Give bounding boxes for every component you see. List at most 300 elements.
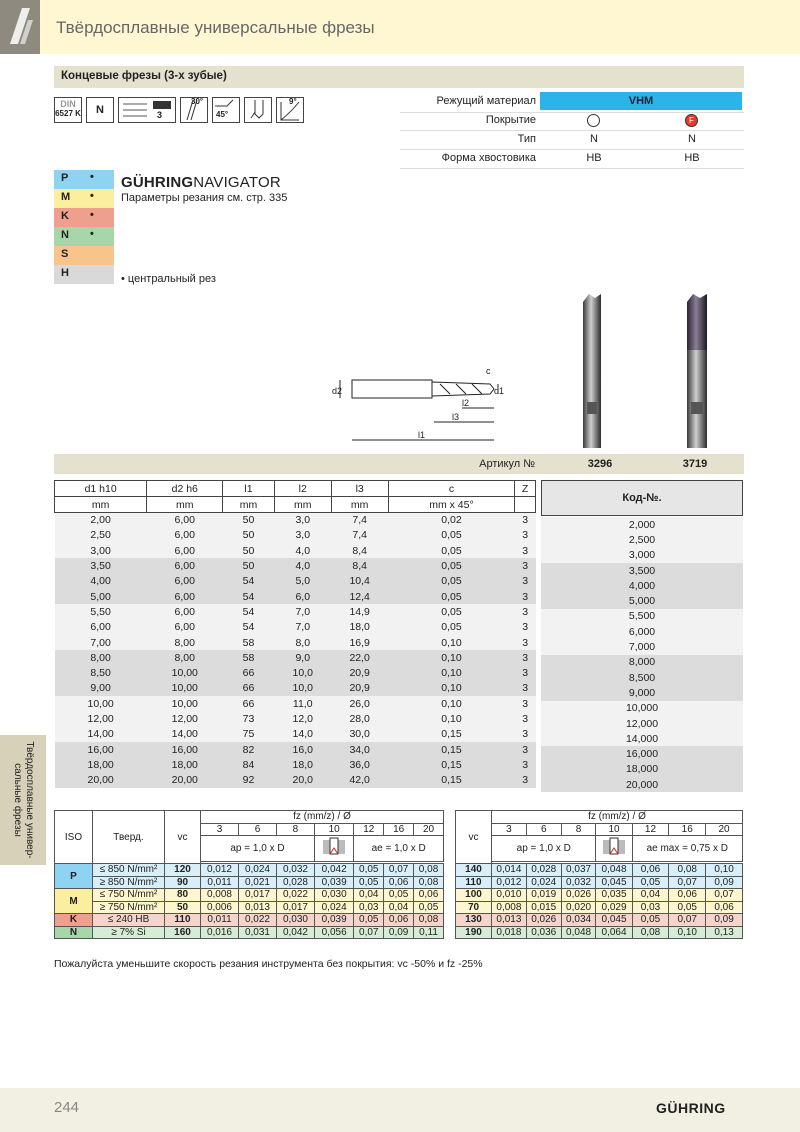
type-label: Тип: [517, 133, 536, 145]
fz-cell: 0,034: [561, 914, 596, 927]
hardness-cell: ≤ 240 HB: [93, 914, 165, 927]
diameter-header: 20: [414, 823, 444, 836]
dims-cell: 6,00: [174, 529, 195, 542]
code-number-cell[interactable]: 18,000: [625, 763, 659, 776]
page-title: Твёрдосплавные универсальные фрезы: [56, 18, 375, 37]
table-row: [55, 665, 536, 680]
dims-header: d1 h10: [55, 481, 147, 497]
dims-cell: 82: [242, 743, 255, 756]
table-row: [55, 696, 536, 711]
code-number-table: [541, 517, 743, 792]
vc-cell: 100: [456, 889, 492, 902]
dims-cell: 0,15: [441, 774, 462, 787]
dims-cell: 54: [242, 590, 255, 603]
dims-header: l3: [331, 481, 388, 497]
tool-technical-drawing: [330, 360, 510, 450]
table-row: [541, 746, 743, 761]
dims-cell: 7,00: [90, 636, 111, 649]
dims-cell: 16,00: [171, 743, 198, 756]
d1-label: d1: [494, 386, 505, 396]
diameter-header: 12: [354, 823, 384, 836]
fz-cell: 0,019: [526, 889, 561, 902]
iso-group-m: [54, 189, 114, 208]
dims-cell: 6,00: [174, 514, 195, 527]
side-chapter-label: Твёрдосплавные универ- сальные фрезы: [12, 741, 35, 859]
table-row: [55, 773, 536, 788]
dims-header: l2: [274, 481, 331, 497]
dims-cell: 3: [522, 697, 529, 710]
vc-cell: 80: [165, 889, 201, 902]
table-row: [55, 620, 536, 635]
fz-cell: 0,017: [238, 889, 276, 902]
fz-cell: 0,05: [354, 914, 384, 927]
code-number-cell[interactable]: 20,000: [625, 778, 659, 791]
dims-cell: 0,10: [441, 682, 462, 695]
fz-cell: 0,08: [414, 876, 444, 889]
cutting-row: [55, 876, 444, 889]
hardness-cell: ≤ 850 N/mm²: [93, 864, 165, 877]
section-title: Концевые фрезы (3-х зубые): [54, 66, 744, 88]
dims-cell: 0,05: [441, 560, 462, 573]
fz-header: fz (mm/z) / Ø: [201, 811, 444, 824]
dims-cell: 16,9: [349, 636, 370, 649]
type-value-1: N: [590, 133, 598, 145]
dims-cell: 10,00: [171, 667, 198, 680]
din-standard-icon: DIN 6527 K: [54, 97, 82, 123]
dims-cell: 8,4: [352, 560, 367, 573]
cutting-row: [55, 864, 444, 877]
dims-cell: 9,0: [295, 651, 311, 664]
dims-cell: 3,00: [90, 544, 111, 557]
dims-cell: 58: [242, 651, 255, 664]
dims-cell: 8,00: [174, 651, 195, 664]
cutting-row: [456, 864, 743, 877]
fz-cell: 0,020: [561, 901, 596, 914]
vc-cell: 90: [165, 876, 201, 889]
fz-cell: 0,03: [632, 901, 669, 914]
cutting-speed-footnote: Пожалуйста уменьшите скорость резания инструмента без покрытия: vc -50% и fz -25%: [54, 958, 483, 970]
center-cut-note: • центральный рез: [121, 273, 216, 285]
fz-cell: 0,042: [276, 926, 314, 939]
dims-cell: 36,0: [349, 758, 370, 771]
dims-cell: 26,0: [349, 697, 370, 710]
code-number-cell[interactable]: 8,500: [628, 671, 656, 684]
fz-cell: 0,05: [669, 901, 706, 914]
dims-cell: 10,00: [171, 682, 198, 695]
cut-diam-row: [456, 823, 743, 836]
dims-cell: 58: [242, 636, 255, 649]
table-row: [541, 639, 743, 654]
coating-label: Покрытие: [485, 114, 536, 126]
dims-unit: mm: [274, 497, 331, 513]
fz-cell: 0,05: [632, 914, 669, 927]
fz-cell: 0,08: [632, 926, 669, 939]
fz-cell: 0,014: [492, 864, 527, 877]
dims-cell: 3,0: [295, 514, 311, 527]
hardness-cell: ≥ 850 N/mm²: [93, 876, 165, 889]
dims-cell: 6,00: [174, 575, 195, 588]
iso-group-s: [54, 246, 114, 265]
shank-value-2: HB: [684, 152, 700, 164]
dims-cell: 0,10: [441, 636, 462, 649]
vc-cell: 190: [456, 926, 492, 939]
tool-type-n-icon: N: [86, 97, 114, 123]
code-number-cell[interactable]: 12,000: [625, 717, 659, 730]
dims-cell: 3: [522, 590, 529, 603]
dims-cell: 18,0: [292, 758, 313, 771]
iso-group-k: [54, 208, 114, 227]
table-row: [541, 578, 743, 593]
fz-cell: 0,08: [669, 864, 706, 877]
engagement-icon: [314, 836, 353, 862]
dims-cell: 3: [522, 774, 529, 787]
fz-cell: 0,011: [201, 914, 239, 927]
dims-cell: 50: [242, 560, 255, 573]
dims-cell: 6,00: [174, 590, 195, 603]
fz-cell: 0,012: [492, 876, 527, 889]
dims-cell: 6,00: [174, 605, 195, 618]
table-row: [541, 777, 743, 792]
fz-cell: 0,032: [561, 876, 596, 889]
iso-code: K: [61, 210, 69, 222]
iso-cell: M: [55, 889, 93, 914]
table-row: [541, 670, 743, 685]
dims-cell: 10,00: [87, 697, 114, 710]
table-row: [541, 701, 743, 716]
table-row: [55, 513, 536, 528]
fz-cell: 0,039: [314, 876, 353, 889]
dims-cell: 0,05: [441, 605, 462, 618]
fz-cell: 0,06: [669, 889, 706, 902]
diameter-header: 12: [632, 823, 669, 836]
table-row: [55, 635, 536, 650]
fz-cell: 0,021: [238, 876, 276, 889]
dims-cell: 0,15: [441, 758, 462, 771]
table-row: [55, 711, 536, 726]
dims-header: Z: [515, 481, 536, 497]
code-number-cell[interactable]: 5,000: [628, 595, 656, 608]
fz-cell: 0,064: [596, 926, 632, 939]
shank-value-1: HB: [586, 152, 602, 164]
dims-cell: 0,10: [441, 651, 462, 664]
dims-cell: 0,05: [441, 575, 462, 588]
fz-cell: 0,022: [276, 889, 314, 902]
dims-cell: 50: [242, 544, 255, 557]
d2-label: d2: [332, 386, 343, 396]
fz-cell: 0,029: [596, 901, 632, 914]
dims-cell: 12,00: [171, 713, 198, 725]
fz-cell: 0,048: [561, 926, 596, 939]
fz-cell: 0,07: [669, 914, 706, 927]
dims-cell: 0,05: [441, 544, 462, 557]
ae-param: ae max = 0,75 x D: [632, 836, 742, 862]
table-row: [541, 532, 743, 547]
dims-cell: 14,0: [292, 728, 313, 741]
material-label: Режущий материал: [436, 95, 536, 107]
iso-cell: K: [55, 914, 93, 927]
dims-cell: 20,0: [292, 774, 313, 787]
dims-unit: mm: [223, 497, 275, 513]
fz-cell: 0,037: [561, 864, 596, 877]
iso-cell: N: [55, 926, 93, 939]
dims-cell: 20,00: [87, 774, 114, 787]
dims-cell: 20,9: [349, 682, 370, 695]
dims-cell: 0,10: [441, 713, 462, 725]
dims-header: d2 h6: [147, 481, 223, 497]
code-number-cell[interactable]: 3,000: [628, 549, 656, 562]
fz-cell: 0,05: [632, 876, 669, 889]
product-image-uncoated: [575, 290, 609, 450]
fz-cell: 0,039: [314, 914, 353, 927]
l2-label: l2: [462, 398, 470, 408]
iso-mark: •: [90, 171, 94, 183]
dims-cell: 42,0: [349, 774, 370, 787]
footer-brand-logo: GÜHRING: [656, 1100, 726, 1116]
code-number-cell[interactable]: 4,000: [628, 579, 656, 592]
iso-group-p: [54, 170, 114, 189]
dims-cell: 3: [522, 743, 529, 756]
dims-cell: 12,0: [292, 713, 313, 725]
iso-mark: •: [90, 209, 94, 221]
fz-cell: 0,05: [354, 864, 384, 877]
diameter-header: 10: [596, 823, 632, 836]
code-number-cell[interactable]: 7,000: [628, 641, 656, 654]
fz-cell: 0,045: [596, 876, 632, 889]
dims-cell: 3: [522, 514, 529, 527]
vc-cell: 70: [456, 901, 492, 914]
table-row: [541, 609, 743, 624]
navigator-subtitle: Параметры резания см. стр. 335: [121, 192, 288, 204]
table-row: [55, 650, 536, 665]
fz-cell: 0,03: [354, 901, 384, 914]
dims-cell: 10,0: [292, 682, 313, 695]
fz-cell: 0,08: [414, 864, 444, 877]
cutting-row: [55, 901, 444, 914]
dims-cell: 3: [522, 621, 529, 634]
dims-cell: 4,0: [295, 544, 311, 557]
code-number-cell[interactable]: 2,000: [628, 518, 656, 531]
fz-cell: 0,04: [384, 901, 414, 914]
dims-cell: 0,05: [441, 529, 462, 542]
dims-cell: 3: [522, 560, 529, 573]
iso-cell: P: [55, 864, 93, 889]
fz-cell: 0,11: [414, 926, 444, 939]
fz-cell: 0,04: [632, 889, 669, 902]
hardness-cell: ≥ 750 N/mm²: [93, 901, 165, 914]
table-row: [541, 593, 743, 608]
dims-cell: 3: [522, 682, 529, 695]
cut-params-row: [456, 836, 743, 862]
dims-cell: 18,00: [171, 758, 198, 771]
table-row: [55, 574, 536, 589]
fz-cell: 0,028: [526, 864, 561, 877]
dims-cell: 5,00: [90, 590, 111, 603]
fz-cell: 0,08: [414, 914, 444, 927]
fz-cell: 0,026: [561, 889, 596, 902]
diameter-header: 8: [276, 823, 314, 836]
diameter-header: 20: [706, 823, 743, 836]
diameter-header: 10: [314, 823, 353, 836]
dimensions-table: [54, 480, 536, 788]
table-row: [541, 548, 743, 563]
dims-cell: 20,9: [349, 667, 370, 680]
ae-param: ae = 1,0 x D: [354, 836, 444, 862]
dims-cell: 3: [522, 667, 529, 680]
code-number-cell[interactable]: 9,000: [628, 686, 656, 699]
type-value-2: N: [688, 133, 696, 145]
diameter-header: 16: [669, 823, 706, 836]
fz-cell: 0,024: [314, 901, 353, 914]
code-number-cell[interactable]: 2,500: [628, 533, 656, 546]
fz-cell: 0,015: [526, 901, 561, 914]
fz-cell: 0,042: [314, 864, 353, 877]
dims-cell: 50: [242, 514, 255, 527]
fz-cell: 0,07: [669, 876, 706, 889]
dims-cell: 5,50: [90, 605, 111, 618]
vc-cell: 130: [456, 914, 492, 927]
dims-cell: 0,05: [441, 590, 462, 603]
fz-cell: 0,036: [526, 926, 561, 939]
fz-cell: 0,05: [354, 876, 384, 889]
dims-cell: 3: [522, 605, 529, 618]
iso-group-h: [54, 265, 114, 284]
vc-cell: 50: [165, 901, 201, 914]
fz-cell: 0,07: [354, 926, 384, 939]
cutting-row: [456, 876, 743, 889]
fz-cell: 0,09: [706, 914, 743, 927]
fz-cell: 0,012: [201, 864, 239, 877]
vc-header: vc: [165, 811, 201, 864]
dims-cell: 28,0: [349, 713, 370, 725]
fz-cell: 0,06: [414, 889, 444, 902]
guhring-navigator-logo: GÜHRINGNAVIGATOR: [121, 174, 281, 191]
fz-cell: 0,024: [526, 876, 561, 889]
fz-cell: 0,013: [238, 901, 276, 914]
fz-cell: 0,048: [596, 864, 632, 877]
clearance-angle-icon: 9°: [276, 97, 304, 123]
dims-cell: 11,0: [292, 697, 313, 710]
fz-cell: 0,09: [706, 876, 743, 889]
vc-cell: 140: [456, 864, 492, 877]
brand-logo-icon: [0, 0, 40, 54]
code-number-cell[interactable]: 6,000: [628, 625, 656, 638]
dims-cell: 0,05: [441, 621, 462, 634]
cutting-row: [456, 889, 743, 902]
table-row: [541, 685, 743, 700]
dims-cell: 0,15: [441, 728, 462, 741]
code-number-cell[interactable]: 16,000: [625, 748, 659, 761]
table-row: [55, 727, 536, 742]
dims-cell: 7,0: [295, 605, 311, 618]
dims-cell: 3: [522, 651, 529, 664]
fz-cell: 0,011: [201, 876, 239, 889]
fz-cell: 0,07: [706, 889, 743, 902]
fz-cell: 0,010: [492, 889, 527, 902]
chamfer-icon: 45°: [212, 97, 240, 123]
dims-cell: 3: [522, 529, 529, 542]
code-number-cell[interactable]: 8,000: [628, 656, 656, 669]
dims-cell: 8,00: [174, 636, 195, 649]
dims-cell: 14,00: [87, 728, 114, 741]
table-row: [55, 604, 536, 619]
dims-cell: 7,0: [295, 621, 311, 634]
table-row: [55, 757, 536, 772]
dims-cell: 8,50: [90, 667, 111, 680]
cut-header-row: [55, 811, 444, 824]
dims-cell: 0,10: [441, 697, 462, 710]
fz-cell: 0,008: [492, 901, 527, 914]
dims-cell: 84: [242, 758, 255, 771]
code-number-cell[interactable]: 5,500: [628, 610, 656, 623]
fz-cell: 0,056: [314, 926, 353, 939]
table-row: [55, 681, 536, 696]
article-label: Артикул №: [479, 458, 535, 470]
iso-code: M: [61, 191, 71, 203]
fz-cell: 0,10: [706, 864, 743, 877]
fz-cell: 0,017: [276, 901, 314, 914]
dims-cell: 16,0: [292, 743, 313, 756]
vc-cell: 110: [165, 914, 201, 927]
dims-cell: 4,00: [90, 575, 111, 588]
coating-f-circle-icon: F: [685, 114, 698, 127]
dims-unit: mm x 45°: [388, 497, 515, 513]
dims-cell: 18,00: [87, 758, 114, 771]
cutting-row: [456, 914, 743, 927]
article-number-3719: 3719: [682, 458, 708, 470]
dims-cell: 2,50: [90, 529, 111, 542]
dims-cell: 34,0: [349, 743, 370, 756]
dims-cell: 6,00: [174, 560, 195, 573]
code-number-cell[interactable]: 3,500: [628, 564, 656, 577]
diameter-header: 3: [492, 823, 527, 836]
iso-group-n: [54, 227, 114, 246]
fz-cell: 0,018: [492, 926, 527, 939]
fz-cell: 0,031: [238, 926, 276, 939]
dims-cell: 3: [522, 713, 529, 725]
dims-unit: [515, 497, 536, 513]
fz-cell: 0,008: [201, 889, 239, 902]
dims-cell: 3: [522, 544, 529, 557]
shank-label: Форма хвостовика: [441, 152, 536, 164]
cutting-data-table-left: [54, 810, 444, 939]
dims-cell: 8,0: [295, 636, 311, 649]
dims-cell: 3,50: [90, 560, 111, 573]
code-number-cell[interactable]: 10,000: [625, 702, 659, 715]
fz-cell: 0,04: [354, 889, 384, 902]
fz-cell: 0,13: [706, 926, 743, 939]
dims-cell: 9,00: [90, 682, 111, 695]
table-row: [55, 528, 536, 543]
dims-cell: 3: [522, 575, 529, 588]
dims-cell: 4,0: [295, 560, 311, 573]
iso-code: S: [61, 248, 69, 260]
cutting-row: [55, 914, 444, 927]
dims-cell: 54: [242, 575, 255, 588]
dims-cell: 18,0: [349, 621, 370, 634]
ap-param: ap = 1,0 x D: [201, 836, 315, 862]
fz-cell: 0,006: [201, 901, 239, 914]
fz-cell: 0,013: [492, 914, 527, 927]
dims-unit: mm: [147, 497, 223, 513]
dims-cell: 0,15: [441, 743, 462, 756]
fz-cell: 0,05: [414, 901, 444, 914]
diameter-header: 3: [201, 823, 239, 836]
iso-header: ISO: [55, 811, 93, 864]
code-number-cell[interactable]: 14,000: [625, 732, 659, 745]
dims-cell: 12,4: [349, 590, 370, 603]
dims-cell: 54: [242, 605, 255, 618]
dims-cell: 3: [522, 758, 529, 771]
